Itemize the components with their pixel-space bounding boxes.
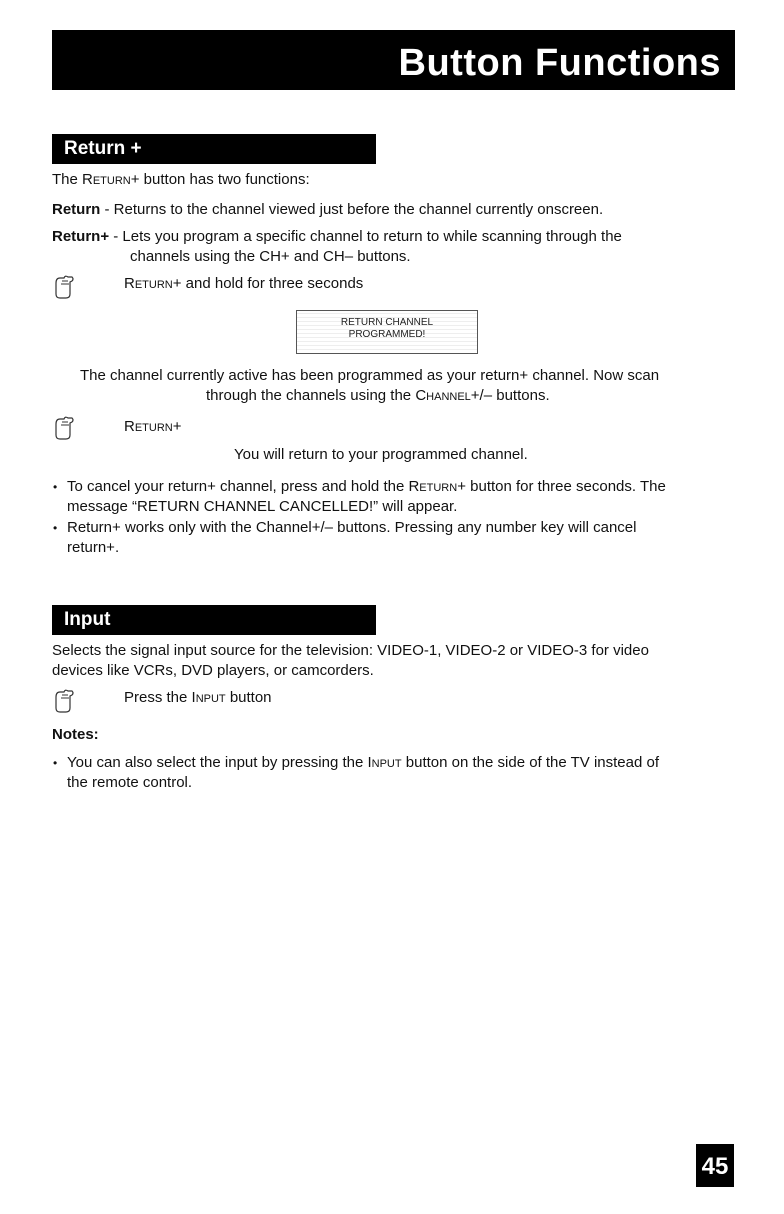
section-heading-return: Return + (52, 134, 376, 164)
returnplus-definition: Return+ - Lets you program a specific channel to return to while scanning through the (52, 228, 622, 245)
pointing-hand-icon (52, 274, 76, 300)
page-number: 45 (696, 1144, 734, 1187)
pointing-hand-icon (52, 688, 76, 714)
result-text-line-2: through the channels using the Channel+/– buttons. (206, 387, 550, 404)
osd-line-2: PROGRAMMED! (348, 329, 426, 340)
return-intro: The Return+ button has two functions: (52, 171, 310, 188)
input-note-line-2: the remote control. (67, 774, 193, 791)
osd-line-1: RETURN CHANNEL (340, 317, 434, 328)
note-cancel-line-1: To cancel your return+ channel, press and hold the Return+ button for three seconds. The (67, 478, 666, 495)
result-text-line-1: The channel currently active has been programmed as your return+ channel. Now scan (80, 367, 660, 384)
return-definition: Return - Returns to the channel viewed just before the channel currently onscreen. (52, 201, 604, 218)
bullet: • (53, 521, 58, 535)
section-heading-input: Input (52, 605, 376, 635)
step-result: You will return to your programmed channel. (234, 446, 528, 463)
step-press-input: Press the Input button (124, 689, 272, 706)
returnplus-definition-cont: channels using the CH+ and CH– buttons. (130, 248, 411, 265)
input-desc-line-2: devices like VCRs, DVD players, or camcorders. (52, 662, 374, 679)
bullet: • (53, 756, 58, 770)
pointing-hand-icon (52, 415, 76, 441)
note-cancel-line-2: message “RETURN CHANNEL CANCELLED!” will appear. (67, 498, 458, 515)
note-channel-line-2: return+. (67, 539, 120, 556)
onscreen-message (296, 310, 478, 354)
input-note-line-1: You can also select the input by pressing the Input button on the side of the TV instead of (67, 754, 660, 771)
bullet: • (53, 480, 58, 494)
input-desc-line-1: Selects the signal input source for the television: VIDEO-1, VIDEO-2 or VIDEO-3 for video (52, 642, 649, 659)
note-channel-line-1: Return+ works only with the Channel+/– buttons. Pressing any number key will cancel (67, 519, 637, 536)
step-press-return: Return+ (124, 418, 182, 435)
step-hold-return: Return+ and hold for three seconds (124, 275, 364, 292)
notes-label: Notes: (52, 726, 99, 743)
page-title: Button Functions (52, 30, 735, 90)
